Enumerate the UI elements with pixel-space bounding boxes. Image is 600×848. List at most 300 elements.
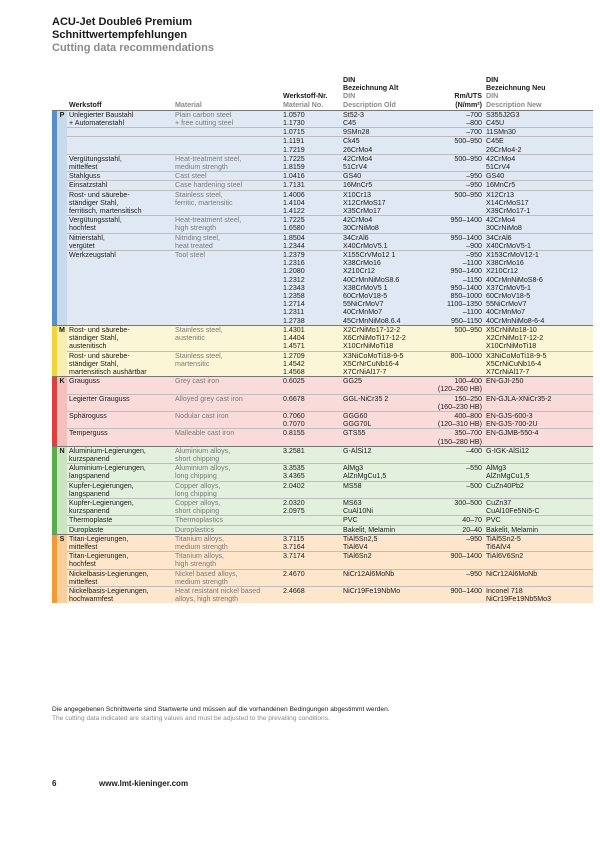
din-old-cell: [341, 552, 426, 569]
werkstoff-cell: [67, 216, 173, 233]
din-new-cell-line: X153CrMoV12-1: [486, 251, 539, 260]
rm-cell-line: –700: [466, 110, 482, 119]
rm-cell-line: (160–230 HB): [437, 402, 482, 411]
din-old-cell-line: GS40: [343, 172, 362, 181]
material-no-cell-line: 2.0320: [283, 498, 305, 507]
material-no-cell: [281, 586, 341, 603]
din-old-cell-line: Bakelit, Melamin: [343, 525, 396, 534]
table-row: [52, 525, 593, 534]
din-new-cell-line: X39CrMo17-1: [486, 207, 531, 216]
material-cell: [173, 569, 281, 586]
table-row: [52, 586, 593, 603]
rm-cell-line: –900: [466, 241, 482, 250]
werkstoff-cell-line: + Automatenstahl: [69, 119, 125, 128]
table-header: [52, 76, 593, 110]
table-row: [52, 411, 593, 428]
werkstoff-cell-line: vergütet: [69, 241, 95, 250]
rm-cell-line: 950–1400: [450, 267, 482, 276]
material-no-cell-line: 1.2344: [283, 241, 305, 250]
rm-cell: [426, 464, 484, 481]
material-no-cell: [281, 552, 341, 569]
material-no-cell: [281, 351, 341, 377]
werkstoff-cell-line: langspanend: [69, 489, 110, 498]
rm-cell: [426, 190, 484, 216]
material-cell-line: Case hardening steel: [175, 181, 243, 190]
rm-cell-line: –1100: [462, 308, 482, 317]
material-no-cell: [281, 128, 341, 137]
rm-cell: [426, 498, 484, 515]
din-old-cell-line: AlMg3: [343, 464, 364, 473]
material-no-cell-line: 3.7115: [283, 534, 305, 543]
material-cell: [173, 552, 281, 569]
din-new-cell: [484, 429, 593, 446]
din-new-cell-line: X5CrNiMo18-10: [486, 325, 537, 334]
material-no-cell-line: 1.0570: [283, 110, 305, 119]
werkstoff-cell-line: Temperguss: [69, 429, 108, 438]
rm-cell-line: 900–1400: [450, 586, 482, 595]
din-new-cell-line: X10CrNiMoTi18: [486, 342, 537, 351]
material-cell-line: Stainless steel,: [175, 325, 223, 334]
werkstoff-cell: [67, 172, 173, 181]
rm-cell-line: 100–400: [454, 377, 482, 386]
rm-cell-line: 150–250: [454, 394, 482, 403]
din-new-cell: [484, 325, 593, 351]
din-old-cell: [341, 251, 426, 326]
rm-cell-line: 950–1150: [450, 316, 482, 325]
din-new-cell-line: Bakelit, Melamin: [486, 525, 539, 534]
rm-cell-line: 300–500: [454, 498, 482, 507]
din-old-cell-line: 42CrMo4: [343, 154, 373, 163]
material-cell-line: Aluminium alloys,: [175, 464, 231, 473]
rm-cell-line: 350–700: [454, 429, 482, 438]
material-no-cell-line: 1.6580: [283, 224, 305, 233]
din-old-cell-line: GGG60: [343, 411, 368, 420]
material-no-cell: [281, 154, 341, 171]
material-no-cell-line: 1.7219: [283, 145, 305, 154]
din-new-cell-line: 40CrMnNiMoS8-6: [486, 275, 543, 284]
din-old-cell-line: TiAl5Sn2,5: [343, 534, 378, 543]
material-no-cell-line: 3.2581: [283, 446, 305, 455]
rm-cell-line: 900–1400: [450, 552, 482, 561]
din-old-cell: [341, 569, 426, 586]
werkstoff-cell: [67, 525, 173, 534]
material-cell: [173, 446, 281, 463]
din-new-cell-line: X210Cr12: [486, 267, 518, 276]
rm-cell-line: [428, 207, 482, 215]
din-old-cell-line: X155CrVMo12 1: [343, 251, 396, 260]
material-no-cell-line: 1.8159: [283, 163, 305, 172]
din-new-cell-line: X3NiCoMoTi18-9-5: [486, 351, 547, 360]
din-new-cell-line: PVC: [486, 516, 501, 525]
rm-cell: [426, 569, 484, 586]
material-no-cell-line: 1.7225: [283, 216, 305, 225]
material-no-cell: [281, 216, 341, 233]
material-cell: [173, 498, 281, 515]
material-no-cell-line: 1.4104: [283, 198, 305, 207]
material-no-cell-line: 1.1191: [283, 137, 305, 146]
material-no-cell: [281, 190, 341, 216]
din-new-cell: [484, 377, 593, 394]
material-no-cell: [281, 525, 341, 534]
material-cell-line: Copper alloys,: [175, 498, 221, 507]
werkstoff-cell: [67, 552, 173, 569]
material-no-cell: [281, 516, 341, 525]
material-no-cell-line: 2.0402: [283, 481, 305, 490]
werkstoff-cell-line: mittelfest: [69, 542, 98, 551]
din-old-cell-line: 34CrAl6: [343, 233, 369, 242]
material-no-cell-line: 1.4301: [283, 325, 305, 334]
subtitle-en: Cutting data recommendations: [52, 42, 214, 54]
din-new-cell-line: X37CrMoV5-1: [486, 283, 531, 292]
din-old-cell-line: 16MnCr5: [343, 181, 373, 190]
din-new-cell-line: 60CrMoV18-5: [486, 292, 531, 301]
din-old-cell-line: X2CrNiMo17-12-2: [343, 325, 401, 334]
table-row: [52, 516, 593, 525]
table-row: [52, 325, 593, 351]
material-no-cell-line: 0.6678: [283, 394, 305, 403]
material-cell: [173, 429, 281, 446]
material-no-cell-line: 1.2316: [283, 259, 305, 268]
rm-cell-line: 400–800: [454, 411, 482, 420]
rm-cell-line: 40–70: [462, 516, 482, 525]
werkstoff-cell: [67, 586, 173, 603]
din-old-cell: [341, 154, 426, 171]
material-cell: [173, 534, 281, 551]
din-new-cell: [484, 351, 593, 377]
din-new-cell-line: X2CrNiMo17-12-2: [486, 334, 544, 343]
material-cell: [173, 181, 281, 190]
rm-cell-line: [428, 507, 482, 515]
din-old-cell-line: GGL-NiCr35 2: [343, 394, 389, 403]
din-old-cell: [341, 325, 426, 351]
werkstoff-cell: [67, 446, 173, 463]
rm-cell-line: 20–40: [462, 525, 482, 534]
material-cell: [173, 394, 281, 411]
material-cell-line: long chipping: [175, 489, 217, 498]
material-cell-line: ferritic, martensitic: [175, 198, 233, 207]
werkstoff-cell-line: Einsatzstahl: [69, 181, 108, 190]
material-cell-line: Duroplastics: [175, 525, 215, 534]
werkstoff-cell: [67, 181, 173, 190]
din-new-cell: [484, 181, 593, 190]
din-old-cell: [341, 464, 426, 481]
werkstoff-cell: [67, 464, 173, 481]
col-material-no: Werkstoff-Nr. Material No.: [281, 76, 341, 110]
werkstoff-cell-line: martensitisch aushärtbar: [69, 367, 147, 376]
werkstoff-cell: [67, 325, 173, 351]
page-header: [52, 16, 592, 55]
material-cell-line: [175, 342, 279, 350]
table-row: [52, 498, 593, 515]
group-letter: S: [57, 534, 67, 603]
material-cell-line: short chipping: [175, 454, 220, 463]
group-letter: M: [57, 325, 67, 376]
rm-cell-line: –1150: [462, 275, 482, 284]
din-new-cell-line: X40CrMoV5-1: [486, 241, 531, 250]
rm-cell-line: –950: [466, 172, 482, 181]
material-cell-line: Stainless steel,: [175, 190, 223, 199]
werkstoff-cell: [67, 190, 173, 216]
din-old-cell-line: GG25: [343, 377, 362, 386]
material-no-cell-line: 1.7131: [283, 181, 305, 190]
werkstoff-cell: [67, 137, 173, 154]
page-number: 6: [52, 779, 57, 788]
material-cell-line: [175, 207, 279, 215]
din-old-cell: [341, 216, 426, 233]
din-new-cell: [484, 190, 593, 216]
din-new-cell: [484, 137, 593, 154]
material-cell: [173, 137, 281, 154]
werkstoff-cell-line: Rost- und säurebe-: [69, 351, 130, 360]
subtitle-de: Schnittwertempfehlungen: [52, 29, 188, 41]
din-old-cell-line: X5CrNrCuNb16-4: [343, 359, 399, 368]
rm-cell: [426, 446, 484, 463]
din-new-cell: [484, 394, 593, 411]
material-no-cell-line: 1.4404: [283, 334, 305, 343]
werkstoff-cell-line: Aluminium-Legierungen,: [69, 446, 146, 455]
material-cell: [173, 586, 281, 603]
din-new-cell: [484, 154, 593, 171]
material-no-cell: [281, 481, 341, 498]
werkstoff-cell: [67, 481, 173, 498]
material-no-cell-line: 2.0975: [283, 507, 305, 516]
rm-cell: [426, 110, 484, 127]
werkstoff-cell-line: Duroplaste: [69, 525, 104, 534]
rm-cell-line: –800: [466, 119, 482, 128]
material-no-cell-line: 1.0416: [283, 172, 305, 181]
table-row: [52, 394, 593, 411]
werkstoff-cell-line: hochfest: [69, 560, 96, 569]
din-old-cell: [341, 137, 426, 154]
din-new-cell-line: X5CrNiCuNb16-4: [486, 359, 542, 368]
werkstoff-cell-line: Werkzeugstahl: [69, 251, 116, 260]
rm-cell-line: [428, 543, 482, 551]
rm-cell-line: –950: [466, 251, 482, 260]
din-old-cell-line: X38CrMoV5 1: [343, 283, 388, 292]
werkstoff-cell: [67, 110, 173, 127]
material-no-cell-line: 1.4542: [283, 359, 305, 368]
din-old-cell-line: TiAl6Sn2: [343, 552, 372, 561]
rm-cell-line: (120–310 HB): [437, 420, 482, 429]
material-no-cell-line: 1.2738: [283, 316, 305, 325]
rm-cell-line: –950: [466, 534, 482, 543]
material-cell: [173, 233, 281, 250]
werkstoff-cell: [67, 154, 173, 171]
din-new-cell: [484, 586, 593, 603]
material-no-cell-line: 0.7060: [283, 411, 305, 420]
rm-cell-line: –550: [466, 464, 482, 473]
material-no-cell-line: 1.2379: [283, 251, 305, 260]
table-row: [52, 552, 593, 569]
rm-cell-line: 950–1400: [450, 216, 482, 225]
material-no-cell-line: 0.8155: [283, 429, 305, 438]
din-old-cell-line: X35CrMo17: [343, 207, 381, 216]
material-no-cell: [281, 137, 341, 154]
werkstoff-cell-line: mittelfest: [69, 163, 98, 172]
din-new-cell-line: C45U: [486, 119, 505, 128]
werkstoff-cell: [67, 394, 173, 411]
table-row: [52, 110, 593, 127]
rm-cell: [426, 481, 484, 498]
material-cell-line: Thermoplastics: [175, 516, 224, 525]
din-old-cell-line: MS58: [343, 481, 362, 490]
din-new-cell-line: C45E: [486, 137, 504, 146]
table-row: [52, 154, 593, 171]
werkstoff-cell-line: Stahlguss: [69, 172, 101, 181]
din-old-cell: [341, 481, 426, 498]
din-old-cell-line: TiAl6V4: [343, 542, 368, 551]
rm-cell: [426, 552, 484, 569]
werkstoff-cell: [67, 498, 173, 515]
din-new-cell-line: GS40: [486, 172, 505, 181]
din-new-cell-line: X7CrNiAl17-7: [486, 367, 530, 376]
material-cell: [173, 411, 281, 428]
din-old-cell: [341, 233, 426, 250]
rm-cell-line: [428, 224, 482, 232]
material-no-cell-line: 2.4670: [283, 569, 305, 578]
din-new-cell-line: Inconel 718: [486, 586, 523, 595]
din-new-cell-line: EN-GJS-700-2U: [486, 420, 538, 429]
rm-cell: [426, 525, 484, 534]
rm-cell: [426, 586, 484, 603]
rm-cell: [426, 411, 484, 428]
din-old-cell-line: CuAl10Ni: [343, 507, 373, 516]
din-new-cell-line: 26CrMo4-2: [486, 145, 522, 154]
din-new-cell-line: X38CrMo16: [486, 259, 524, 268]
material-no-cell-line: 1.4006: [283, 190, 305, 199]
din-old-cell-line: Ck45: [343, 137, 360, 146]
werkstoff-cell-line: Rost- und säurebe-: [69, 190, 130, 199]
rm-cell-line: –400: [466, 446, 482, 455]
werkstoff-cell: [67, 516, 173, 525]
rm-cell-line: [428, 199, 482, 207]
table-row: [52, 137, 593, 154]
material-cell: [173, 525, 281, 534]
material-no-cell-line: 1.8504: [283, 233, 305, 242]
din-new-cell-line: Ti6AlV4: [486, 542, 511, 551]
din-old-cell: [341, 586, 426, 603]
rm-cell-line: –950: [466, 569, 482, 578]
din-new-cell-line: TiAl5Sn2-5: [486, 534, 521, 543]
material-cell-line: long chipping: [175, 472, 217, 481]
material-cell-line: Copper alloys,: [175, 481, 221, 490]
material-no-cell-line: 1.4122: [283, 207, 305, 216]
material-cell-line: high strength: [175, 224, 217, 233]
table-row: [52, 233, 593, 250]
col-werkstoff: Werkstoff: [67, 76, 173, 110]
material-cell-line: Nitriding steel,: [175, 233, 220, 242]
din-old-cell: [341, 351, 426, 377]
din-old-cell-line: 30CrNiMo8: [343, 224, 379, 233]
material-no-cell-line: 1.1730: [283, 119, 305, 128]
material-no-cell-line: 3.7164: [283, 542, 305, 551]
col-din-new: DIN Bezeichnung Neu DIN Description New: [484, 76, 593, 110]
rm-cell-line: [428, 334, 482, 342]
rm-cell-line: 500–950: [454, 325, 482, 334]
rm-cell: [426, 325, 484, 351]
material-cell: [173, 190, 281, 216]
rm-cell-line: [428, 368, 482, 376]
din-new-cell-line: NiCr19Fe19Nb5Mo3: [486, 595, 552, 604]
footnote: [52, 706, 592, 723]
material-cell-line: high strength: [175, 560, 217, 569]
material-no-cell-line: 1.2311: [283, 308, 305, 317]
material-cell-line: medium strength: [175, 577, 228, 586]
rm-cell: [426, 137, 484, 154]
din-new-cell-line: CuZn37: [486, 498, 512, 507]
rm-cell-line: –1100: [462, 259, 482, 268]
din-new-cell-line: CuZn40Pb2: [486, 481, 524, 490]
din-old-cell-line: X40CrMoV5.1: [343, 241, 388, 250]
website-link[interactable]: www.lmt-kieninger.com: [99, 779, 189, 788]
werkstoff-cell-line: Legierter Grauguss: [69, 394, 130, 403]
werkstoff-cell: [67, 233, 173, 250]
material-no-cell: [281, 534, 341, 551]
din-old-cell-line: X10CrNiMoTi18: [343, 342, 394, 351]
rm-cell-line: –500: [466, 481, 482, 490]
din-new-cell: [484, 481, 593, 498]
group-letter: K: [57, 377, 67, 447]
material-cell-line: Heat-treatment steel,: [175, 216, 242, 225]
material-no-cell-line: 3.4365: [283, 472, 305, 481]
din-old-cell: [341, 377, 426, 394]
din-old-cell: [341, 525, 426, 534]
rm-cell-line: 800–1000: [450, 351, 482, 360]
din-new-cell-line: EN-GJLA-XNiCr35-2: [486, 394, 552, 403]
din-new-cell: [484, 233, 593, 250]
material-cell-line: Alloyed grey cast iron: [175, 394, 243, 403]
table-row: [52, 534, 593, 551]
group-letter: N: [57, 446, 67, 534]
werkstoff-cell-line: ständiger Stahl,: [69, 198, 119, 207]
material-cell-line: Tool steel: [175, 251, 205, 260]
rm-cell-line: 500–950: [454, 190, 482, 199]
rm-cell-line: –950: [466, 181, 482, 190]
rm-cell: [426, 377, 484, 394]
werkstoff-cell-line: kurzspanend: [69, 507, 110, 516]
table-row: [52, 181, 593, 190]
din-old-cell-line: 9SMn28: [343, 128, 370, 137]
table-row: [52, 569, 593, 586]
material-no-cell-line: 0.6025: [283, 377, 305, 386]
din-old-cell: [341, 498, 426, 515]
din-new-cell-line: 34CrAl6: [486, 233, 512, 242]
din-old-cell-line: 51CrV4: [343, 163, 368, 172]
din-old-cell: [341, 172, 426, 181]
material-cell-line: heat treated: [175, 241, 213, 250]
material-no-cell-line: 1.4571: [283, 342, 305, 351]
table-row: [52, 251, 593, 326]
rm-cell-line: 950–1400: [450, 233, 482, 242]
din-new-cell-line: 40CrMnNiMo8-6-4: [486, 316, 545, 325]
table-row: [52, 128, 593, 137]
din-new-cell-line: X12Cr13: [486, 190, 514, 199]
material-cell-line: Malleable cast iron: [175, 429, 235, 438]
material-cell-line: short chipping: [175, 507, 220, 516]
din-new-cell: [484, 251, 593, 326]
col-din-old: DIN Bezeichnung Alt DIN Description Old: [341, 76, 426, 110]
material-cell: [173, 251, 281, 326]
din-old-cell-line: G-AlSi12: [343, 446, 372, 455]
din-old-cell: [341, 534, 426, 551]
din-old-cell-line: X7CrNiAl17-7: [343, 367, 387, 376]
material-cell-line: Stainless steel,: [175, 351, 223, 360]
din-old-cell: [341, 110, 426, 127]
din-old-cell-line: 40CrMnMo7: [343, 308, 383, 317]
werkstoff-cell-line: Titan-Legierungen,: [69, 552, 129, 561]
group-letter: P: [57, 110, 67, 325]
material-no-cell-line: 1.2714: [283, 300, 305, 309]
